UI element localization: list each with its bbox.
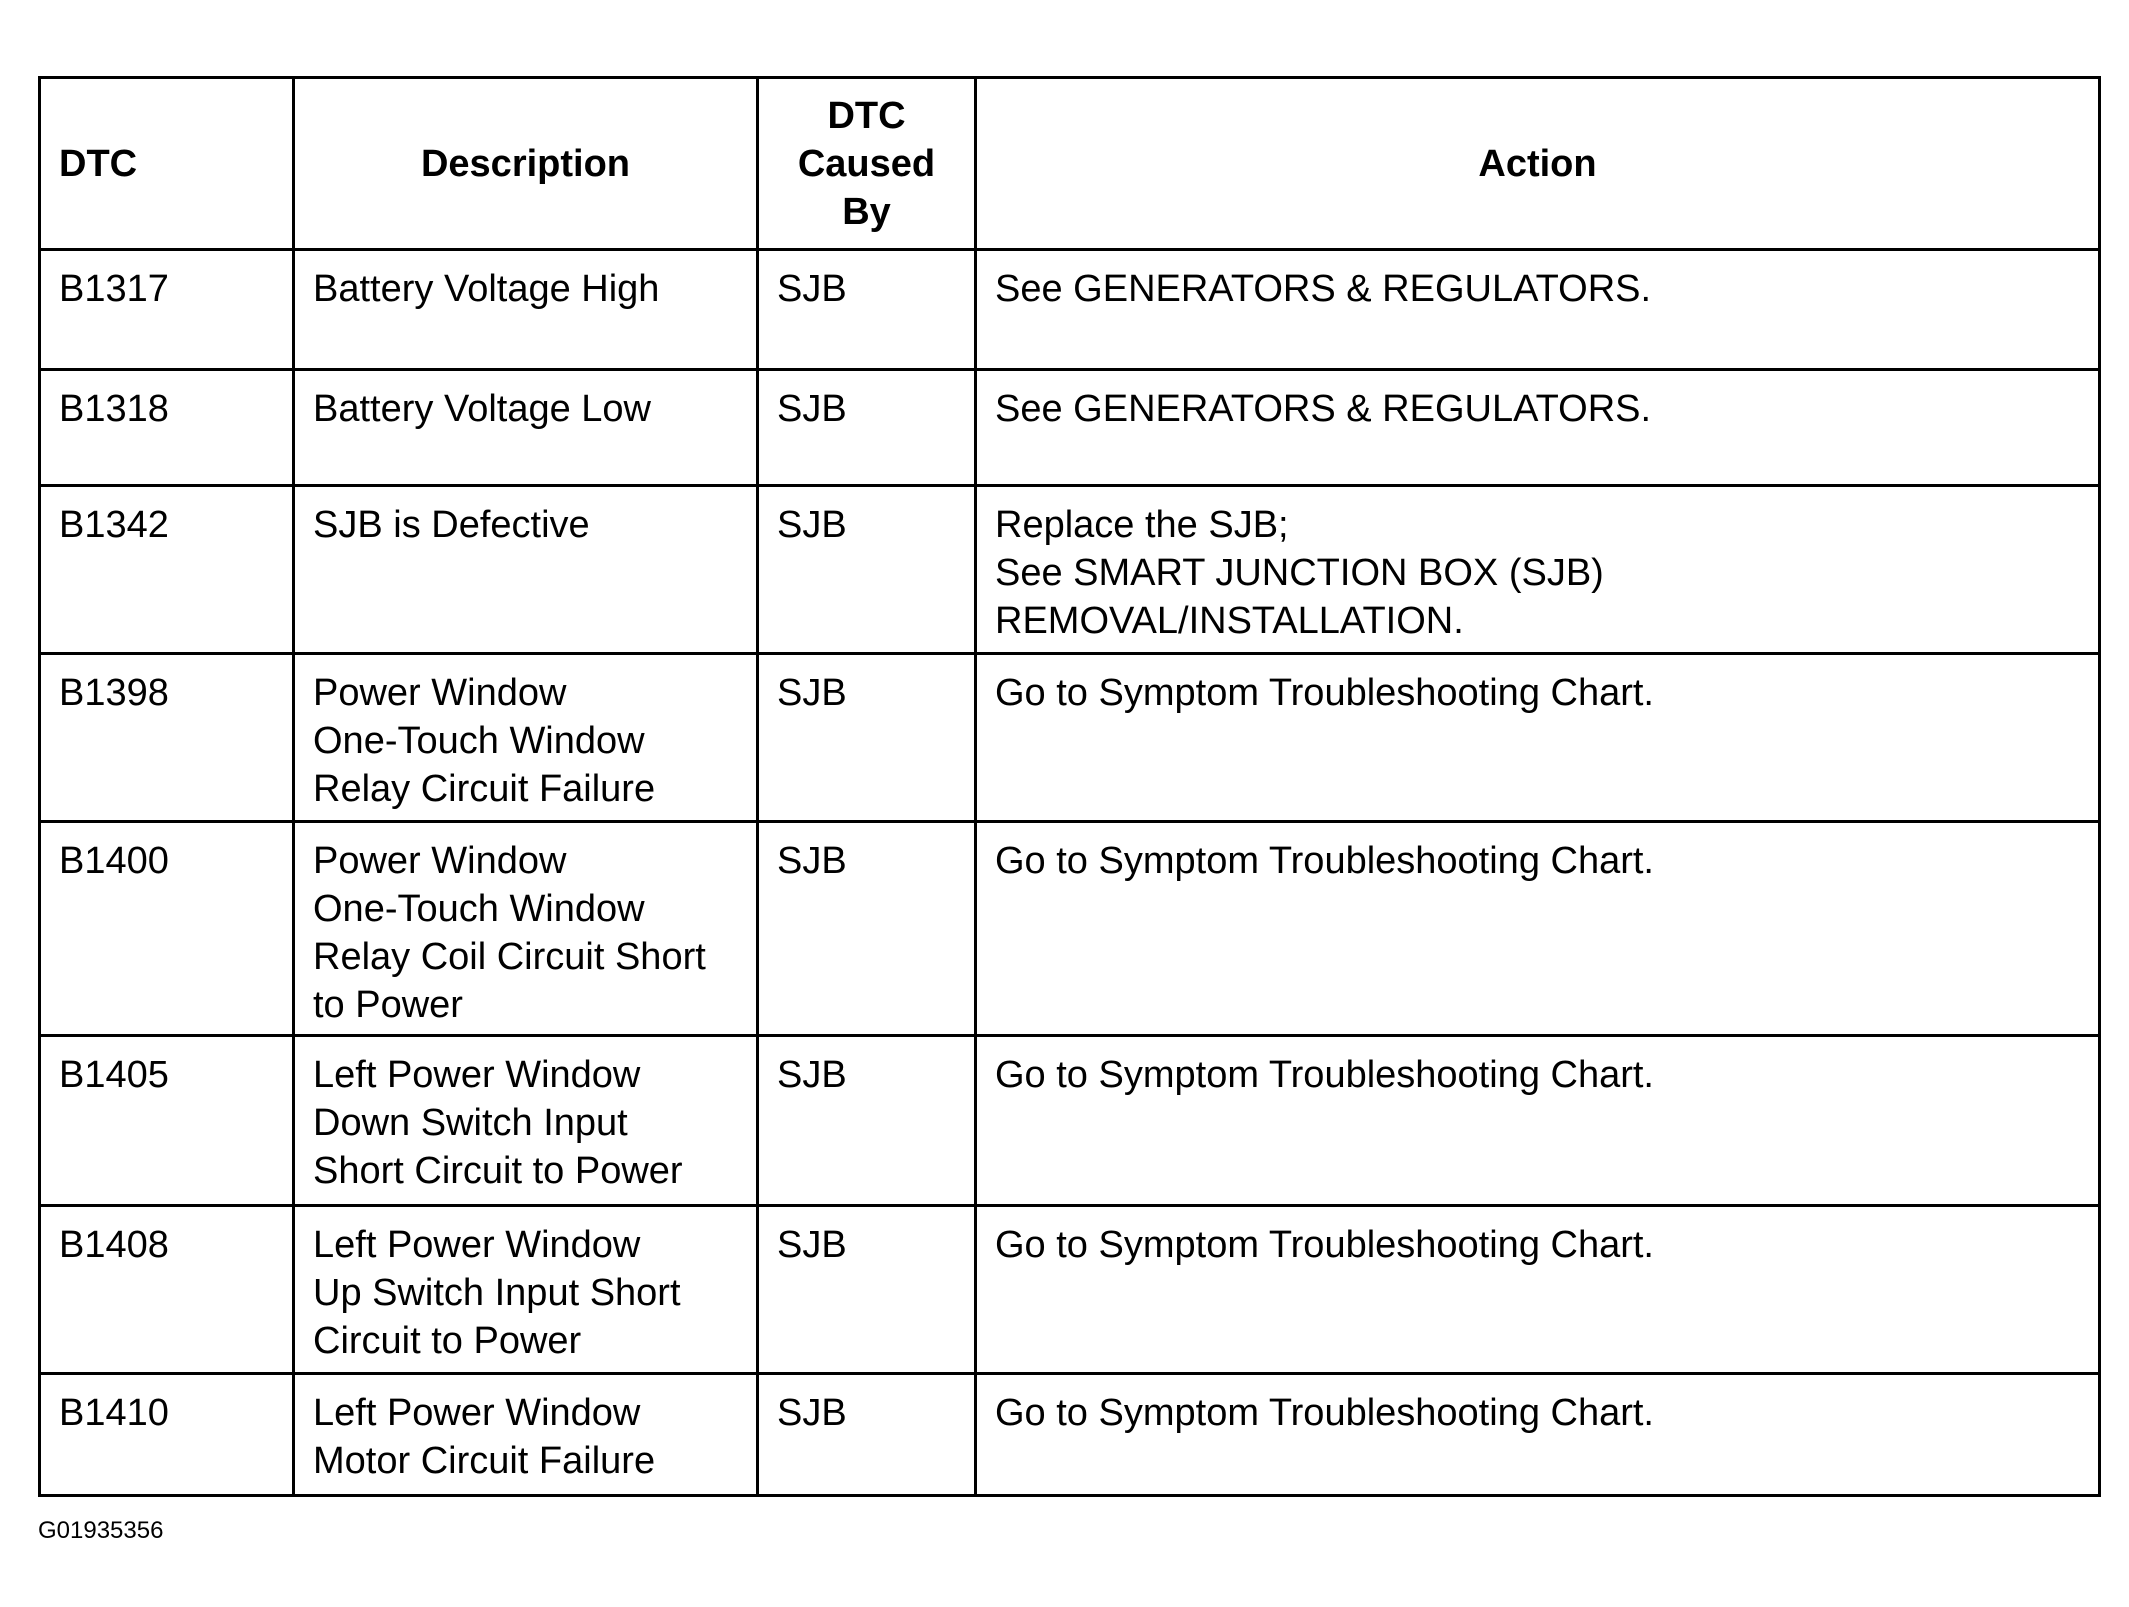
cell-dtc: B1398 [40,654,294,822]
table-row [40,1374,2100,1496]
cell-action: See GENERATORS & REGULATORS. [976,370,2100,486]
table-row [40,250,2100,370]
cell-action: Go to Symptom Troubleshooting Chart. [976,1206,2100,1374]
table-row [40,486,2100,654]
cell-description: SJB is Defective [294,486,758,654]
header-dtc: DTC [40,78,294,250]
cell-action: Go to Symptom Troubleshooting Chart. [976,822,2100,1036]
cell-description: Battery Voltage Low [294,370,758,486]
cell-caused-by: SJB [758,822,976,1036]
header-description: Description [294,78,758,250]
cell-dtc: B1408 [40,1206,294,1374]
table-row [40,654,2100,822]
table-header-row [40,78,2100,250]
cell-description: Battery Voltage High [294,250,758,370]
table-row [40,1206,2100,1374]
cell-dtc: B1342 [40,486,294,654]
cell-description: Left Power Window Down Switch Input Short Circuit to Power [294,1036,758,1206]
cell-caused-by: SJB [758,654,976,822]
cell-action: Replace the SJB; See SMART JUNCTION BOX (SJB) REMOVAL/INSTALLATION. [976,486,2100,654]
cell-dtc: B1405 [40,1036,294,1206]
header-caused-by: DTC Caused By [758,78,976,250]
cell-description: Left Power Window Up Switch Input Short Circuit to Power [294,1206,758,1374]
cell-description: Left Power Window Motor Circuit Failure [294,1374,758,1496]
cell-action: Go to Symptom Troubleshooting Chart. [976,1374,2100,1496]
cell-caused-by: SJB [758,1036,976,1206]
cell-dtc: B1318 [40,370,294,486]
cell-action: Go to Symptom Troubleshooting Chart. [976,1036,2100,1206]
table-row [40,1036,2100,1206]
cell-caused-by: SJB [758,1206,976,1374]
cell-description: Power Window One-Touch Window Relay Coil Circuit Short to Power [294,822,758,1036]
cell-description: Power Window One-Touch Window Relay Circuit Failure [294,654,758,822]
table-row [40,370,2100,486]
dtc-table [38,76,2101,1497]
header-action: Action [976,78,2100,250]
cell-caused-by: SJB [758,1374,976,1496]
cell-dtc: B1400 [40,822,294,1036]
cell-caused-by: SJB [758,486,976,654]
cell-caused-by: SJB [758,370,976,486]
figure-id: G01935356 [38,1517,164,1544]
cell-dtc: B1317 [40,250,294,370]
cell-caused-by: SJB [758,250,976,370]
cell-action: See GENERATORS & REGULATORS. [976,250,2100,370]
cell-dtc: B1410 [40,1374,294,1496]
table-row [40,822,2100,1036]
cell-action: Go to Symptom Troubleshooting Chart. [976,654,2100,822]
